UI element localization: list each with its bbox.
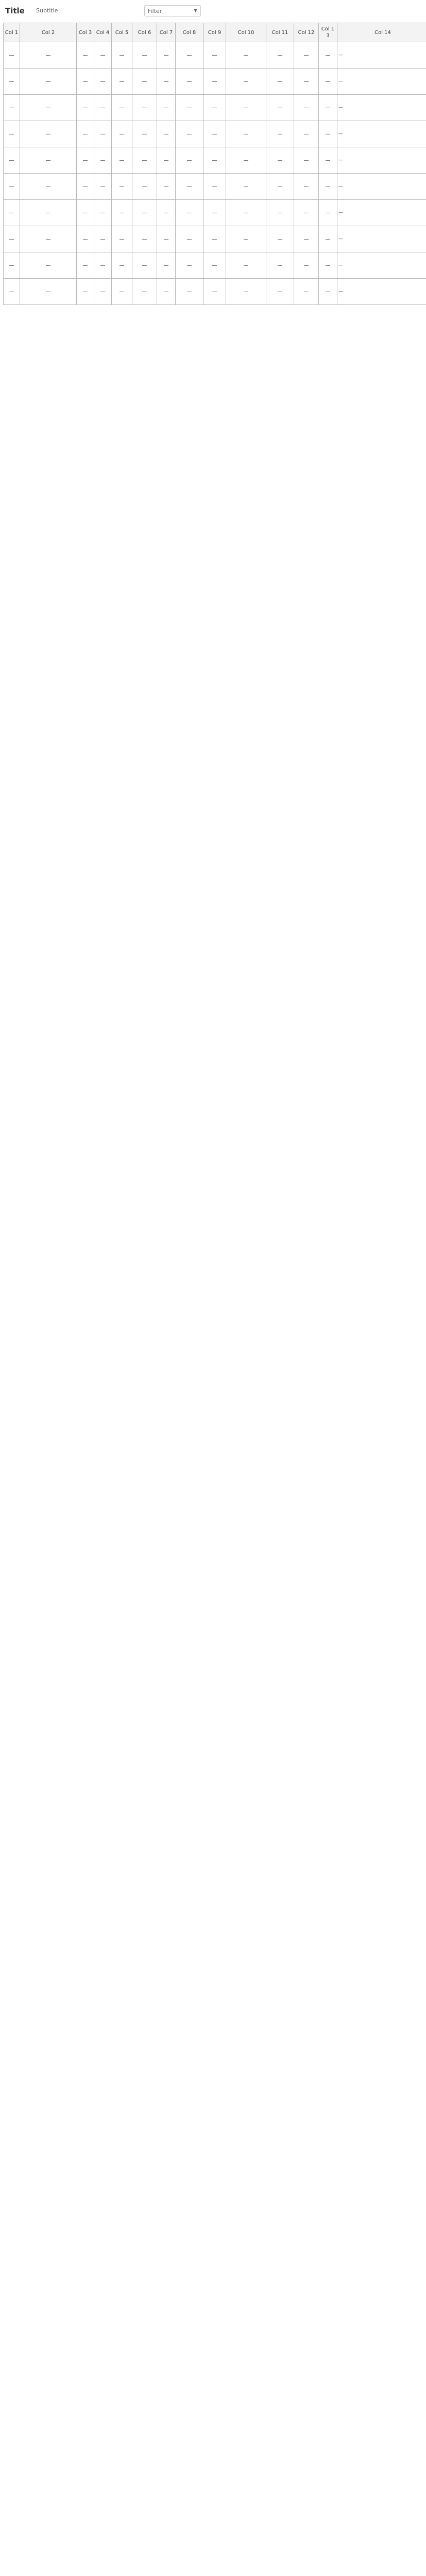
table-cell: — xyxy=(77,147,94,174)
table-row xyxy=(4,279,426,305)
table-cell: — xyxy=(337,226,426,252)
table-cell: — xyxy=(319,147,337,174)
table-row xyxy=(4,226,426,252)
table-row xyxy=(4,174,426,200)
table-cell: — xyxy=(319,279,337,305)
table-cell: — xyxy=(94,121,112,147)
column-header: Col 6 xyxy=(132,23,157,42)
column-header: Col 14 xyxy=(337,23,426,42)
table-cell: — xyxy=(20,42,77,69)
table-cell: — xyxy=(266,69,294,95)
table-cell: — xyxy=(94,95,112,121)
table-cell: — xyxy=(77,200,94,226)
table-cell: — xyxy=(226,174,266,200)
table-cell: — xyxy=(4,279,20,305)
table-cell: — xyxy=(132,69,157,95)
table-cell: — xyxy=(176,174,203,200)
table-cell: — xyxy=(157,95,176,121)
table-row xyxy=(4,121,426,147)
table-header-row xyxy=(4,23,426,42)
table-cell: — xyxy=(94,200,112,226)
table-cell: — xyxy=(132,174,157,200)
table-cell: — xyxy=(157,42,176,69)
column-header: Col 4 xyxy=(94,23,112,42)
table-cell: — xyxy=(77,42,94,69)
filter-select[interactable] xyxy=(144,5,201,16)
table-cell: — xyxy=(266,147,294,174)
table-cell: — xyxy=(112,226,132,252)
table-cell: — xyxy=(266,174,294,200)
table-row xyxy=(4,252,426,279)
table-cell: — xyxy=(77,174,94,200)
table-cell: — xyxy=(337,69,426,95)
table-cell: — xyxy=(94,279,112,305)
table-cell: — xyxy=(157,279,176,305)
table-cell: — xyxy=(132,279,157,305)
table-cell: — xyxy=(294,121,319,147)
table-cell: — xyxy=(4,121,20,147)
table-cell: — xyxy=(20,252,77,279)
filter-value: Filter xyxy=(148,7,162,14)
table-cell: — xyxy=(203,279,226,305)
table-cell: — xyxy=(319,69,337,95)
table-cell: — xyxy=(112,200,132,226)
table-cell: — xyxy=(319,200,337,226)
column-header: Col 13 xyxy=(319,23,337,42)
table-cell: — xyxy=(94,252,112,279)
table-cell: — xyxy=(226,95,266,121)
table-cell: — xyxy=(203,69,226,95)
table-cell: — xyxy=(20,147,77,174)
table-cell: — xyxy=(266,95,294,121)
table-cell: — xyxy=(157,174,176,200)
table-cell: — xyxy=(294,174,319,200)
table-cell: — xyxy=(157,69,176,95)
table-cell: — xyxy=(176,121,203,147)
table-cell: — xyxy=(157,121,176,147)
table-cell: — xyxy=(337,95,426,121)
table-cell: — xyxy=(337,279,426,305)
table-cell: — xyxy=(112,95,132,121)
table-cell: — xyxy=(112,252,132,279)
table-cell: — xyxy=(319,252,337,279)
table-cell: — xyxy=(132,147,157,174)
table-body xyxy=(4,42,426,305)
table-cell: — xyxy=(337,174,426,200)
table-cell: — xyxy=(294,279,319,305)
table-cell: — xyxy=(4,226,20,252)
table-cell: — xyxy=(319,121,337,147)
table-cell: — xyxy=(112,174,132,200)
table-cell: — xyxy=(294,69,319,95)
table-row xyxy=(4,200,426,226)
column-header: Col 3 xyxy=(77,23,94,42)
table-cell: — xyxy=(176,147,203,174)
table-cell: — xyxy=(226,121,266,147)
table-cell: — xyxy=(157,200,176,226)
table-cell: — xyxy=(157,147,176,174)
table-cell: — xyxy=(266,252,294,279)
table-cell: — xyxy=(20,95,77,121)
table-cell: — xyxy=(294,95,319,121)
table-cell: — xyxy=(203,226,226,252)
table-cell: — xyxy=(203,121,226,147)
page-subtitle: Subtitle xyxy=(36,7,58,14)
table-cell: — xyxy=(77,279,94,305)
table-cell: — xyxy=(203,200,226,226)
column-header: Col 8 xyxy=(176,23,203,42)
table-cell: — xyxy=(226,252,266,279)
table-cell: — xyxy=(319,174,337,200)
table-cell: — xyxy=(176,279,203,305)
table-cell: — xyxy=(176,200,203,226)
table-cell: — xyxy=(226,226,266,252)
table-cell: — xyxy=(20,174,77,200)
table-cell: — xyxy=(4,147,20,174)
table-cell: — xyxy=(77,95,94,121)
table-cell: — xyxy=(20,200,77,226)
table-cell: — xyxy=(132,200,157,226)
table-cell: — xyxy=(319,42,337,69)
table-cell: — xyxy=(337,147,426,174)
data-table xyxy=(3,23,426,305)
table-row xyxy=(4,147,426,174)
page-title: Title xyxy=(5,6,25,15)
table-row xyxy=(4,69,426,95)
table-cell: — xyxy=(176,42,203,69)
table-cell: — xyxy=(266,121,294,147)
table-cell: — xyxy=(294,200,319,226)
table-cell: — xyxy=(226,200,266,226)
table-cell: — xyxy=(337,121,426,147)
table-cell: — xyxy=(112,69,132,95)
table-cell: — xyxy=(176,69,203,95)
column-header: Col 5 xyxy=(112,23,132,42)
table-cell: — xyxy=(203,147,226,174)
column-header: Col 2 xyxy=(20,23,77,42)
table-cell: — xyxy=(4,252,20,279)
table-cell: — xyxy=(294,252,319,279)
table-cell: — xyxy=(226,42,266,69)
table-cell: — xyxy=(4,174,20,200)
table-cell: — xyxy=(294,42,319,69)
table-cell: — xyxy=(176,252,203,279)
table-cell: — xyxy=(337,200,426,226)
table-cell: — xyxy=(94,69,112,95)
column-header: Col 9 xyxy=(203,23,226,42)
table-cell: — xyxy=(77,226,94,252)
table-cell: — xyxy=(203,95,226,121)
table-cell: — xyxy=(203,42,226,69)
table-cell: — xyxy=(4,95,20,121)
table-cell: — xyxy=(112,42,132,69)
column-header: Col 10 xyxy=(226,23,266,42)
table-cell: — xyxy=(4,69,20,95)
table-row xyxy=(4,42,426,69)
table-cell: — xyxy=(226,69,266,95)
table-cell: — xyxy=(294,147,319,174)
table-cell: — xyxy=(266,200,294,226)
column-header: Col 1 xyxy=(4,23,20,42)
table-cell: — xyxy=(157,226,176,252)
table-cell: — xyxy=(112,121,132,147)
table-cell: — xyxy=(132,252,157,279)
chevron-down-icon: ▼ xyxy=(194,8,197,13)
table-cell: — xyxy=(226,147,266,174)
table-cell: — xyxy=(337,252,426,279)
table-cell: — xyxy=(94,42,112,69)
table-row xyxy=(4,95,426,121)
table-cell: — xyxy=(132,121,157,147)
table-cell: — xyxy=(112,279,132,305)
table-cell: — xyxy=(157,252,176,279)
table-cell: — xyxy=(4,200,20,226)
table-cell: — xyxy=(226,279,266,305)
column-header: Col 7 xyxy=(157,23,176,42)
table-cell: — xyxy=(294,226,319,252)
table-cell: — xyxy=(337,42,426,69)
table-cell: — xyxy=(266,42,294,69)
table-cell: — xyxy=(319,95,337,121)
table-cell: — xyxy=(94,226,112,252)
table-cell: — xyxy=(20,279,77,305)
table-cell: — xyxy=(132,226,157,252)
table-cell: — xyxy=(94,174,112,200)
table-cell: — xyxy=(112,147,132,174)
table-cell: — xyxy=(20,121,77,147)
table-cell: — xyxy=(77,69,94,95)
table-cell: — xyxy=(319,226,337,252)
table-cell: — xyxy=(94,147,112,174)
table-cell: — xyxy=(176,226,203,252)
table-cell: — xyxy=(266,226,294,252)
column-header: Col 12 xyxy=(294,23,319,42)
table-cell: — xyxy=(266,279,294,305)
table-cell: — xyxy=(20,69,77,95)
table-cell: — xyxy=(203,252,226,279)
table-cell: — xyxy=(77,121,94,147)
table-cell: — xyxy=(132,95,157,121)
table-cell: — xyxy=(132,42,157,69)
column-header: Col 11 xyxy=(266,23,294,42)
table-cell: — xyxy=(203,174,226,200)
table-cell: — xyxy=(176,95,203,121)
table-cell: — xyxy=(77,252,94,279)
table-cell: — xyxy=(20,226,77,252)
table-cell: — xyxy=(4,42,20,69)
